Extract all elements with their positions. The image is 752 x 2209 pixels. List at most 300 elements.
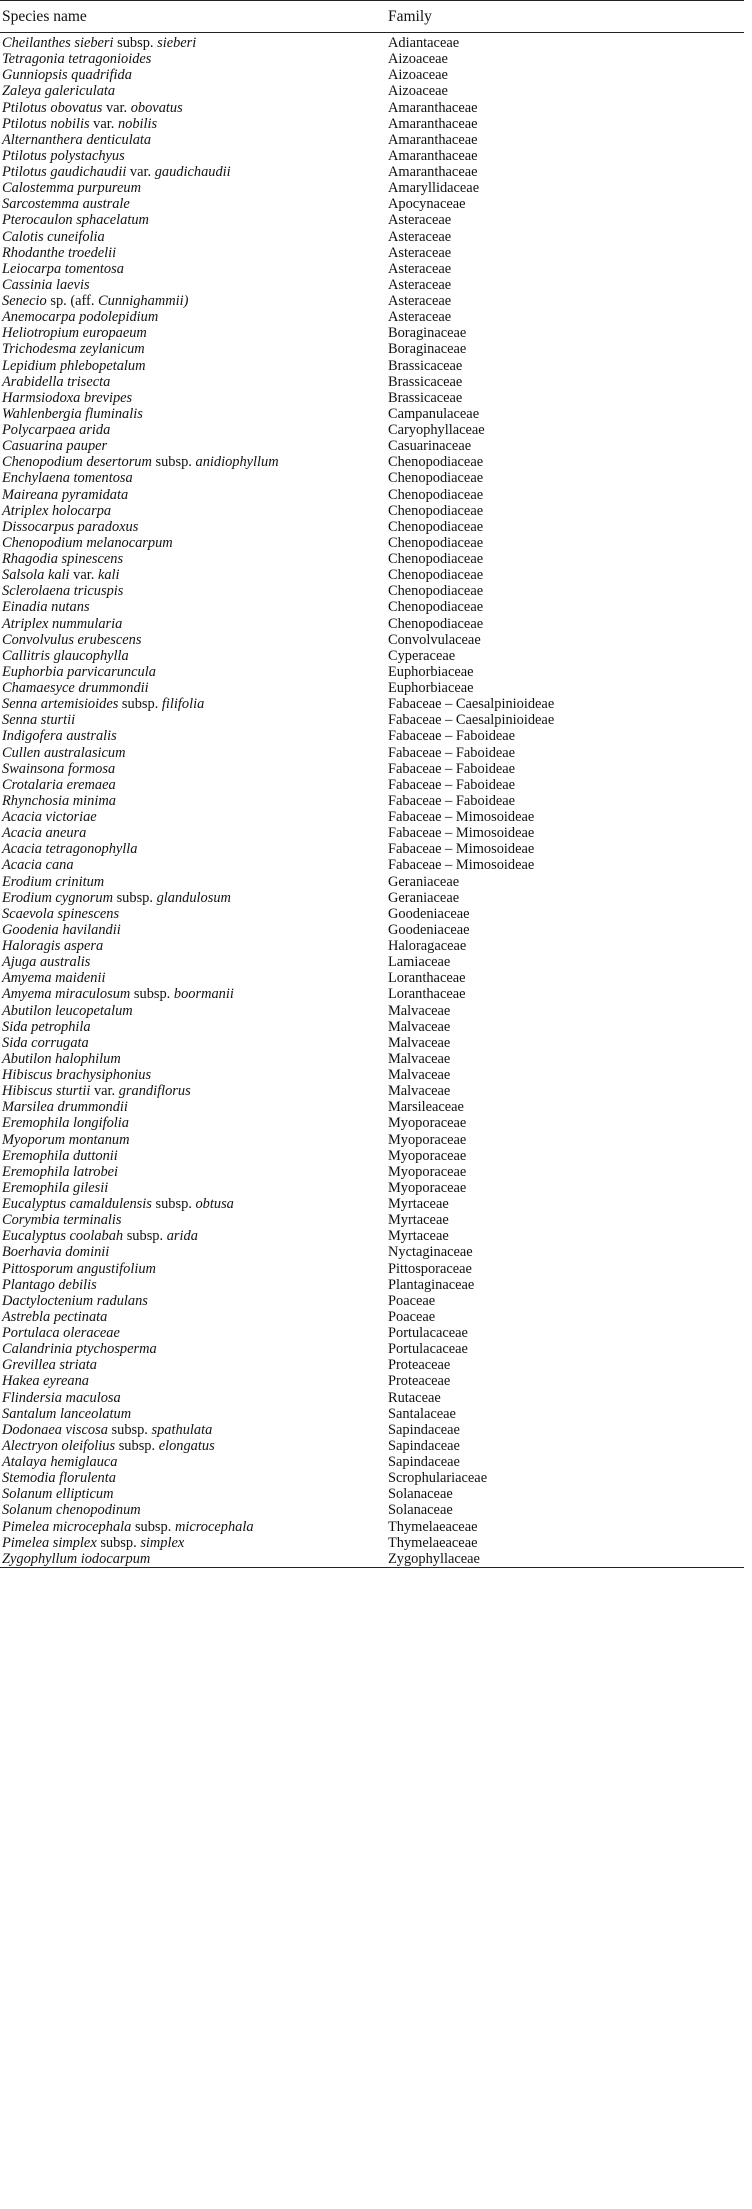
header-family: Family — [388, 7, 432, 25]
table-row — [0, 1293, 744, 1309]
species-name-cell — [0, 906, 388, 922]
table-row — [0, 1132, 744, 1148]
family-cell: Proteaceae — [388, 1357, 451, 1374]
table-row — [0, 1390, 744, 1406]
family-cell: Marsileaceae — [388, 1099, 464, 1116]
taxon-name: Rhodanthe troedelii — [2, 244, 117, 261]
table-row — [0, 196, 744, 212]
taxon-name: Salsola kali — [2, 567, 70, 584]
taxon-name: Sida petrophila — [2, 1018, 91, 1035]
header-row — [0, 1, 744, 33]
rank-label: subsp. — [151, 454, 196, 471]
table-row — [0, 245, 744, 261]
table-row — [0, 1502, 744, 1518]
taxon-name: Pimelea simplex — [2, 1534, 97, 1551]
table-row — [0, 277, 744, 293]
table-row — [0, 33, 744, 52]
family-cell: Fabaceae – Caesalpinioideae — [388, 696, 555, 713]
family-cell: Chenopodiaceae — [388, 534, 484, 551]
family-cell: Amaranthaceae — [388, 164, 478, 180]
species-name-cell — [0, 1067, 388, 1083]
species-name-cell — [0, 116, 388, 132]
taxon-name: Goodenia havilandii — [2, 921, 121, 938]
family-cell: Solanaceae — [388, 1502, 453, 1519]
table-row — [0, 51, 744, 67]
table-row — [0, 1019, 744, 1035]
species-name-cell — [0, 809, 388, 825]
taxon-name: Chamaesyce drummondii — [2, 680, 149, 696]
table-row — [0, 1244, 744, 1260]
species-name-cell — [0, 874, 388, 890]
species-name-cell — [0, 309, 388, 325]
taxon-name: Dissocarpus paradoxus — [2, 518, 139, 535]
family-cell: Myoporaceae — [388, 1115, 467, 1132]
species-name-cell — [0, 33, 388, 52]
family-cell: Myoporaceae — [388, 1147, 467, 1164]
family-cell: Asteraceae — [388, 228, 452, 245]
table-row — [0, 1454, 744, 1470]
table-row — [0, 487, 744, 503]
table-row — [0, 954, 744, 970]
table-row — [0, 1067, 744, 1083]
table-row — [0, 841, 744, 857]
table-row — [0, 422, 744, 438]
table-row — [0, 212, 744, 228]
table-row — [0, 1035, 744, 1051]
family-cell: Myoporaceae — [388, 1131, 467, 1148]
species-name-cell — [0, 712, 388, 728]
taxon-name: glandulosum — [156, 889, 231, 906]
family-cell: Asteraceae — [388, 309, 452, 326]
taxon-name: microcephala — [174, 1518, 254, 1535]
family-cell: Amaranthaceae — [388, 147, 478, 164]
taxon-name: Senecio — [2, 293, 47, 309]
taxon-name: Euphorbia parvicaruncula — [2, 663, 156, 680]
species-name-cell — [0, 1261, 388, 1277]
taxon-name: Callitris glaucophylla — [2, 647, 129, 664]
taxon-name: Eucalyptus coolabah — [2, 1228, 124, 1245]
family-cell: Fabaceae – Faboideae — [388, 744, 516, 761]
taxon-name: Wahlenbergia fluminalis — [2, 405, 143, 422]
taxon-name: Santalum lanceolatum — [2, 1405, 132, 1422]
table-row — [0, 1357, 744, 1373]
table-row — [0, 293, 744, 309]
rank-label: var. — [90, 1083, 119, 1100]
table-row — [0, 825, 744, 841]
taxon-name: Pterocaulon sphacelatum — [2, 212, 149, 229]
rank-label: subsp. — [115, 1437, 159, 1454]
rank-label: sp. (aff. — [46, 293, 99, 309]
family-cell: Nyctaginaceae — [388, 1244, 473, 1261]
table-row — [0, 1277, 744, 1293]
table-row — [0, 1470, 744, 1486]
table-row — [0, 470, 744, 486]
species-name-cell — [0, 535, 388, 551]
family-cell: Chenopodiaceae — [388, 599, 484, 616]
species-name-cell — [0, 196, 388, 212]
species-name-cell — [0, 1228, 388, 1244]
taxon-name: Enchylaena tomentosa — [2, 470, 133, 487]
taxon-name: Chenopodium melanocarpum — [2, 534, 173, 551]
table-row — [0, 712, 744, 728]
taxon-name: Abutilon leucopetalum — [2, 1002, 133, 1019]
species-name-cell — [0, 1486, 388, 1502]
table-row — [0, 1373, 744, 1389]
table-row — [0, 551, 744, 567]
species-name-cell — [0, 212, 388, 228]
family-cell: Fabaceae – Mimosoideae — [388, 857, 535, 874]
taxon-name: Crotalaria eremaea — [2, 776, 116, 793]
family-cell: Fabaceae – Faboideae — [388, 760, 516, 777]
taxon-name: Solanum chenopodinum — [2, 1502, 141, 1519]
table-row — [0, 599, 744, 615]
family-cell: Amaranthaceae — [388, 99, 478, 116]
species-name-cell — [0, 1502, 388, 1518]
table-row — [0, 567, 744, 583]
taxon-name: sieberi — [157, 35, 197, 51]
taxon-name: simplex — [140, 1534, 185, 1551]
species-name-cell — [0, 1325, 388, 1341]
table-row — [0, 1486, 744, 1502]
species-name-cell — [0, 1309, 388, 1325]
species-name-cell — [0, 229, 388, 245]
taxon-name: Senna sturtii — [2, 712, 76, 729]
taxon-name: Ptilotus obovatus — [2, 99, 103, 116]
rank-label: subsp. — [112, 889, 157, 906]
table-row — [0, 970, 744, 986]
taxon-name: Acacia victoriae — [2, 809, 97, 825]
taxon-name: Portulaca oleraceae — [2, 1325, 120, 1341]
rank-label: var. — [69, 567, 98, 584]
taxon-name: Ptilotus nobilis — [2, 115, 90, 132]
table-row — [0, 648, 744, 664]
species-name-cell — [0, 148, 388, 164]
family-cell: Poaceae — [388, 1308, 436, 1325]
table-row — [0, 341, 744, 357]
species-name-cell — [0, 1180, 388, 1196]
family-cell: Myrtaceae — [388, 1228, 449, 1245]
table-row — [0, 132, 744, 148]
table-row — [0, 116, 744, 132]
table-row — [0, 83, 744, 99]
species-name-cell — [0, 1164, 388, 1180]
taxon-name: Swainsona formosa — [2, 760, 116, 777]
taxon-name: Hakea eyreana — [2, 1373, 89, 1390]
family-cell: Amaranthaceae — [388, 131, 478, 148]
taxon-name: Grevillea striata — [2, 1357, 97, 1374]
table-row — [0, 1261, 744, 1277]
species-name-cell — [0, 1551, 388, 1568]
species-name-cell — [0, 1373, 388, 1389]
taxon-name: arida — [166, 1228, 198, 1245]
table-row — [0, 519, 744, 535]
taxon-name: Eucalyptus camaldulensis — [2, 1196, 152, 1212]
taxon-name: Eremophila duttonii — [2, 1147, 118, 1164]
table-row — [0, 148, 744, 164]
family-cell: Adiantaceae — [388, 35, 460, 51]
species-name-cell — [0, 422, 388, 438]
taxon-name: Haloragis aspera — [2, 938, 104, 954]
species-name-cell — [0, 761, 388, 777]
species-name-cell — [0, 616, 388, 632]
family-cell: Myoporaceae — [388, 1163, 467, 1180]
species-name-cell — [0, 1422, 388, 1438]
family-cell: Amaranthaceae — [388, 115, 478, 132]
family-cell: Aizoaceae — [388, 83, 448, 100]
taxon-name: Atriplex holocarpa — [2, 502, 112, 519]
taxon-name: Anemocarpa podolepidium — [2, 309, 159, 326]
species-name-cell — [0, 922, 388, 938]
species-name-cell — [0, 583, 388, 599]
family-cell: Chenopodiaceae — [388, 583, 484, 600]
species-name-cell — [0, 1244, 388, 1260]
species-name-cell — [0, 567, 388, 583]
species-name-cell — [0, 599, 388, 615]
family-cell: Goodeniaceae — [388, 921, 470, 938]
table-row — [0, 696, 744, 712]
table-row — [0, 793, 744, 809]
family-cell: Geraniaceae — [388, 889, 460, 906]
species-name-cell — [0, 325, 388, 341]
species-name-cell — [0, 1341, 388, 1357]
taxon-name: Scaevola spinescens — [2, 905, 120, 922]
family-cell: Chenopodiaceae — [388, 567, 484, 584]
table-row — [0, 1180, 744, 1196]
species-name-cell — [0, 341, 388, 357]
table-row — [0, 922, 744, 938]
species-name-cell — [0, 132, 388, 148]
species-name-cell — [0, 551, 388, 567]
taxon-name: Alectryon oleifolius — [2, 1437, 116, 1454]
species-name-cell — [0, 519, 388, 535]
family-cell: Fabaceae – Mimosoideae — [388, 825, 535, 842]
taxon-name: Harmsiodoxa brevipes — [2, 389, 133, 406]
species-name-cell — [0, 438, 388, 454]
table-row — [0, 390, 744, 406]
family-cell: Myoporaceae — [388, 1179, 467, 1196]
table-row — [0, 1438, 744, 1454]
taxon-name: Hibiscus brachysiphonius — [2, 1067, 152, 1083]
family-cell: Malvaceae — [388, 1067, 451, 1083]
taxon-name: Calostemma purpureum — [2, 180, 141, 197]
table-row — [0, 616, 744, 632]
family-cell: Euphorbiaceae — [388, 663, 474, 680]
taxon-name: Senna artemisioides — [2, 696, 119, 713]
species-name-cell — [0, 51, 388, 67]
taxon-name: boormanii — [173, 986, 234, 1003]
family-cell: Portulacaceae — [388, 1325, 468, 1341]
species-name-cell — [0, 728, 388, 744]
family-cell: Proteaceae — [388, 1373, 451, 1390]
taxon-name: Gunniopsis quadrifida — [2, 67, 132, 84]
family-cell: Plantaginaceae — [388, 1276, 475, 1293]
family-cell: Geraniaceae — [388, 873, 460, 890]
rank-label: var. — [126, 164, 155, 180]
taxon-name: Eremophila gilesii — [2, 1179, 109, 1196]
taxon-name: obovatus — [130, 99, 183, 116]
species-name-cell — [0, 1438, 388, 1454]
table-row — [0, 745, 744, 761]
family-cell: Chenopodiaceae — [388, 551, 484, 567]
family-cell: Brassicaceae — [388, 357, 463, 374]
family-cell: Myrtaceae — [388, 1196, 449, 1212]
taxon-name: anidiophyllum — [195, 454, 279, 471]
table-body — [0, 33, 744, 1568]
species-name-cell — [0, 293, 388, 309]
taxon-name: Flindersia maculosa — [2, 1389, 121, 1406]
family-cell: Sapindaceae — [388, 1454, 460, 1470]
taxon-name: Indigofera australis — [2, 728, 117, 745]
table-row — [0, 1115, 744, 1131]
family-cell: Sapindaceae — [388, 1437, 460, 1454]
family-cell: Brassicaceae — [388, 389, 463, 406]
taxon-name: Sclerolaena tricuspis — [2, 583, 124, 600]
species-name-cell — [0, 890, 388, 906]
species-name-cell — [0, 100, 388, 116]
species-name-cell — [0, 793, 388, 809]
family-cell: Amaryllidaceae — [388, 180, 480, 197]
species-name-cell — [0, 841, 388, 857]
family-cell: Chenopodiaceae — [388, 615, 484, 632]
taxon-name: Corymbia terminalis — [2, 1212, 122, 1229]
taxon-name: Heliotropium europaeum — [2, 325, 147, 342]
taxon-name: Pittosporum angustifolium — [2, 1260, 156, 1277]
taxon-name: Einadia nutans — [2, 599, 90, 616]
taxon-name: Hibiscus sturtii — [2, 1083, 91, 1100]
species-name-cell — [0, 1406, 388, 1422]
species-name-cell — [0, 1148, 388, 1164]
taxon-name: Ajuga australis — [2, 954, 91, 971]
taxon-name: Atalaya hemiglauca — [2, 1454, 118, 1470]
family-cell: Myrtaceae — [388, 1212, 449, 1229]
table-row — [0, 229, 744, 245]
taxon-name: Eremophila longifolia — [2, 1115, 129, 1132]
table-row — [0, 454, 744, 470]
table-row — [0, 761, 744, 777]
table-row — [0, 906, 744, 922]
species-name-cell — [0, 1454, 388, 1470]
taxon-name: Rhynchosia minima — [2, 792, 116, 809]
species-name-cell — [0, 1535, 388, 1551]
rank-label: subsp. — [151, 1196, 196, 1212]
taxon-name: Arabidella trisecta — [2, 373, 111, 390]
species-name-cell — [0, 1083, 388, 1099]
table-row — [0, 632, 744, 648]
taxon-name: Dactyloctenium radulans — [2, 1292, 148, 1309]
family-cell: Pittosporaceae — [388, 1260, 472, 1277]
species-name-cell — [0, 180, 388, 196]
rank-label: var. — [89, 115, 118, 132]
taxon-name: Atriplex nummularia — [2, 615, 123, 632]
taxon-name: Dodonaea viscosa — [2, 1421, 108, 1438]
family-cell: Malvaceae — [388, 1083, 451, 1100]
table-row — [0, 67, 744, 83]
species-name-cell — [0, 1019, 388, 1035]
family-cell: Chenopodiaceae — [388, 486, 484, 503]
family-cell: Goodeniaceae — [388, 905, 470, 922]
table-row — [0, 1003, 744, 1019]
family-cell: Portulacaceae — [388, 1341, 468, 1358]
family-cell: Poaceae — [388, 1292, 436, 1309]
family-cell: Aizoaceae — [388, 67, 448, 84]
species-name-cell — [0, 67, 388, 83]
table-row — [0, 777, 744, 793]
family-cell: Cyperaceae — [388, 647, 456, 664]
table-row — [0, 664, 744, 680]
table-row — [0, 180, 744, 196]
species-name-cell — [0, 1051, 388, 1067]
family-cell: Asteraceae — [388, 212, 452, 229]
species-name-cell — [0, 406, 388, 422]
table-row — [0, 406, 744, 422]
table-row — [0, 874, 744, 890]
species-name-cell — [0, 777, 388, 793]
family-cell: Caryophyllaceae — [388, 422, 485, 438]
family-cell: Chenopodiaceae — [388, 502, 484, 519]
taxon-name: Sarcostemma australe — [2, 196, 130, 213]
table-row — [0, 1051, 744, 1067]
species-name-cell — [0, 277, 388, 293]
taxon-name: Boerhavia dominii — [2, 1244, 110, 1261]
family-cell: Lamiaceae — [388, 954, 451, 971]
species-name-cell — [0, 745, 388, 761]
family-cell: Malvaceae — [388, 1050, 451, 1067]
species-name-cell — [0, 245, 388, 261]
taxon-name: Ptilotus polystachyus — [2, 147, 125, 164]
species-name-cell — [0, 1003, 388, 1019]
taxon-name: Cassinia laevis — [2, 276, 90, 293]
table-row — [0, 1099, 744, 1115]
taxon-name: Plantago debilis — [2, 1276, 97, 1293]
taxon-name: Abutilon halophilum — [2, 1050, 121, 1067]
taxon-name: Erodium cygnorum — [2, 889, 113, 906]
taxon-name: Astrebla pectinata — [2, 1308, 108, 1325]
taxon-name: Acacia aneura — [2, 825, 87, 842]
table-row — [0, 503, 744, 519]
table-row — [0, 1341, 744, 1357]
rank-label: var. — [102, 99, 131, 116]
species-name-cell — [0, 1293, 388, 1309]
taxon-name: nobilis — [117, 115, 158, 132]
taxon-name: Rhagodia spinescens — [2, 551, 124, 567]
family-cell: Chenopodiaceae — [388, 518, 484, 535]
family-cell: Euphorbiaceae — [388, 680, 474, 696]
family-cell: Apocynaceae — [388, 196, 466, 213]
taxon-name: Cheilanthes sieberi — [2, 35, 114, 51]
table-row — [0, 1164, 744, 1180]
taxon-name: Leiocarpa tomentosa — [2, 260, 124, 277]
family-cell: Boraginaceae — [388, 341, 467, 358]
taxon-name: Tetragonia tetragonioides — [2, 51, 152, 68]
species-name-cell — [0, 1390, 388, 1406]
table-row — [0, 309, 744, 325]
family-cell: Asteraceae — [388, 244, 452, 261]
taxon-name: Eremophila latrobei — [2, 1163, 119, 1180]
species-name-cell — [0, 1115, 388, 1131]
family-cell: Casuarinaceae — [388, 438, 472, 455]
table-row — [0, 938, 744, 954]
family-cell: Fabaceae – Mimosoideae — [388, 841, 535, 858]
species-name-cell — [0, 970, 388, 986]
taxon-name: elongatus — [158, 1437, 215, 1454]
species-name-cell — [0, 1132, 388, 1148]
taxon-name: Calotis cuneifolia — [2, 228, 105, 245]
family-cell: Fabaceae – Faboideae — [388, 776, 516, 793]
table-row — [0, 857, 744, 873]
table-row — [0, 1083, 744, 1099]
species-name-cell — [0, 454, 388, 470]
rank-label: subsp. — [96, 1534, 141, 1551]
